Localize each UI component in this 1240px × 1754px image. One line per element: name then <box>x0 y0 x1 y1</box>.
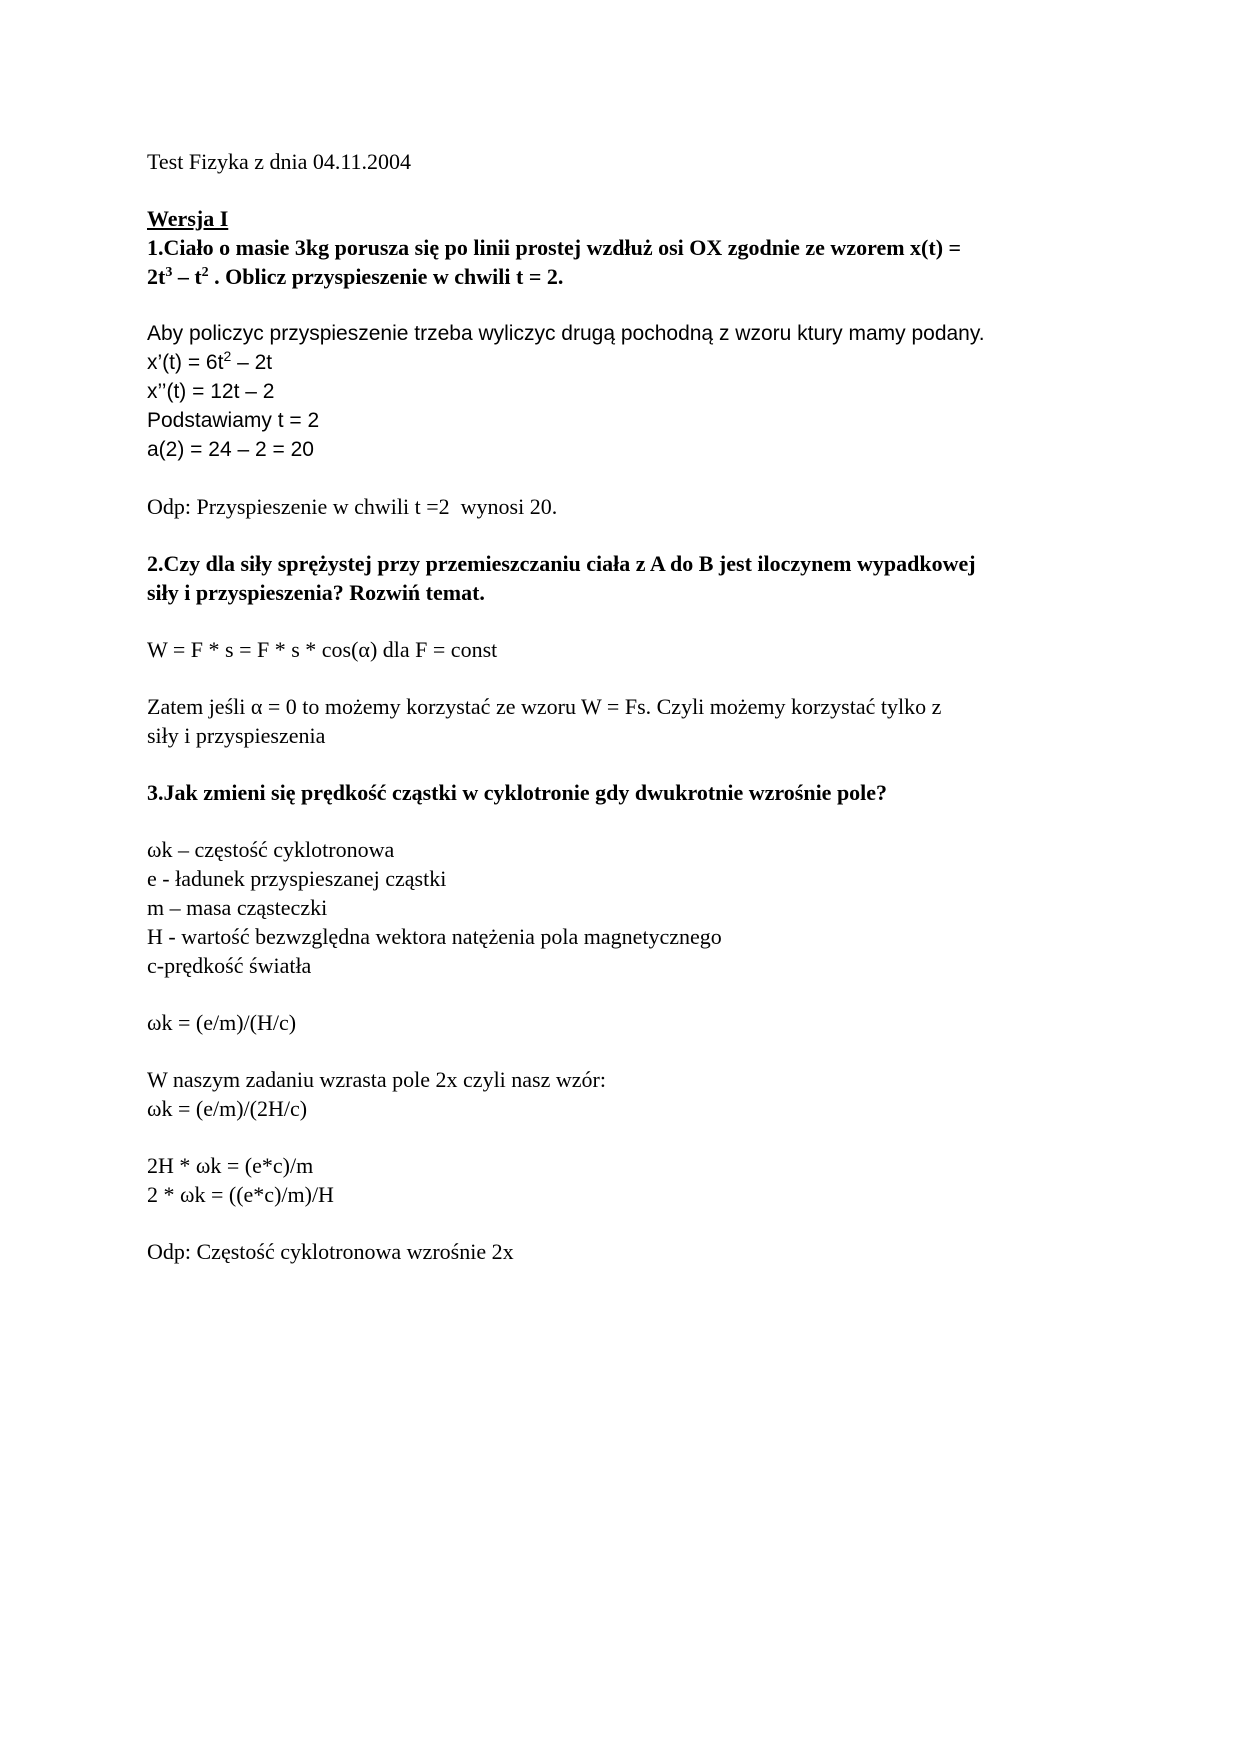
question3-definition-field: H - wartość bezwzględna wektora natężenia pola magnetycznego <box>147 924 722 949</box>
page-title: Test Fizyka z dnia 04.11.2004 <box>147 149 412 174</box>
question2-explanation-line1: Zatem jeśli α = 0 to możemy korzystać ze wzoru W = Fs. Czyli możemy korzystać tylko z <box>147 694 942 719</box>
question3-definition-mass: m – masa cząsteczki <box>147 895 328 920</box>
question3-formula4: 2 * ωk = ((e*c)/m)/H <box>147 1182 334 1207</box>
question1-text-line1: 1.Ciało o masie 3kg porusza się po linii prostej wzdłuż osi OX zgodnie ze wzorem x(t) = <box>147 235 962 260</box>
question1-result: a(2) = 24 – 2 = 20 <box>147 438 314 461</box>
document-content <box>147 147 1107 1266</box>
question1-text-line2: $2t^3 - t^2$ . Oblicz przyspieszenie w chwili t = 2. <box>147 264 564 289</box>
question1-substitution: Podstawiamy t = 2 <box>147 409 320 432</box>
question3-formula3: 2H * ωk = (e*c)/m <box>147 1153 314 1178</box>
question3-definition-charge: e - ładunek przyspieszanej cząstki <box>147 866 447 891</box>
question3-answer: Odp: Częstość cyklotronowa wzrośnie 2x <box>147 1239 514 1264</box>
question1-first-derivative: x’(t) = $6t^2 - 2t$ <box>147 348 273 374</box>
question1-intro: Aby policzyc przyspieszenie trzeba wyliczyc drugą pochodną z wzoru ktury mamy podany. <box>147 322 985 345</box>
question2-formula: W = F * s = F * s * cos(α) dla F = const <box>147 637 498 662</box>
question2-text-line1: 2.Czy dla siły sprężystej przy przemieszczaniu ciała z A do B jest iloczynem wypadkowej <box>147 551 976 576</box>
question2-explanation-line2: siły i przyspieszenia <box>147 723 326 748</box>
question2-text-line2: siły i przyspieszenia? Rozwiń temat. <box>147 580 485 605</box>
question3-definition-light-speed: c-prędkość światła <box>147 953 312 978</box>
question3-definition-omega: ωk – częstość cyklotronowa <box>147 837 395 862</box>
version-heading: Wersja I <box>147 206 229 231</box>
question3-formula2: ωk = (e/m)/(2H/c) <box>147 1096 308 1121</box>
question1-second-derivative: x’’(t) = 12t – 2 <box>147 380 275 403</box>
question1-answer: Odp: Przyspieszenie w chwili t =2 wynosi 20. <box>147 494 558 519</box>
question3-formula1: ωk = (e/m)/(H/c) <box>147 1010 297 1035</box>
question3-text: 3.Jak zmieni się prędkość cząstki w cyklotronie gdy dwukrotnie wzrośnie pole? <box>147 780 888 805</box>
question3-note: W naszym zadaniu wzrasta pole 2x czyli nasz wzór: <box>147 1067 606 1092</box>
